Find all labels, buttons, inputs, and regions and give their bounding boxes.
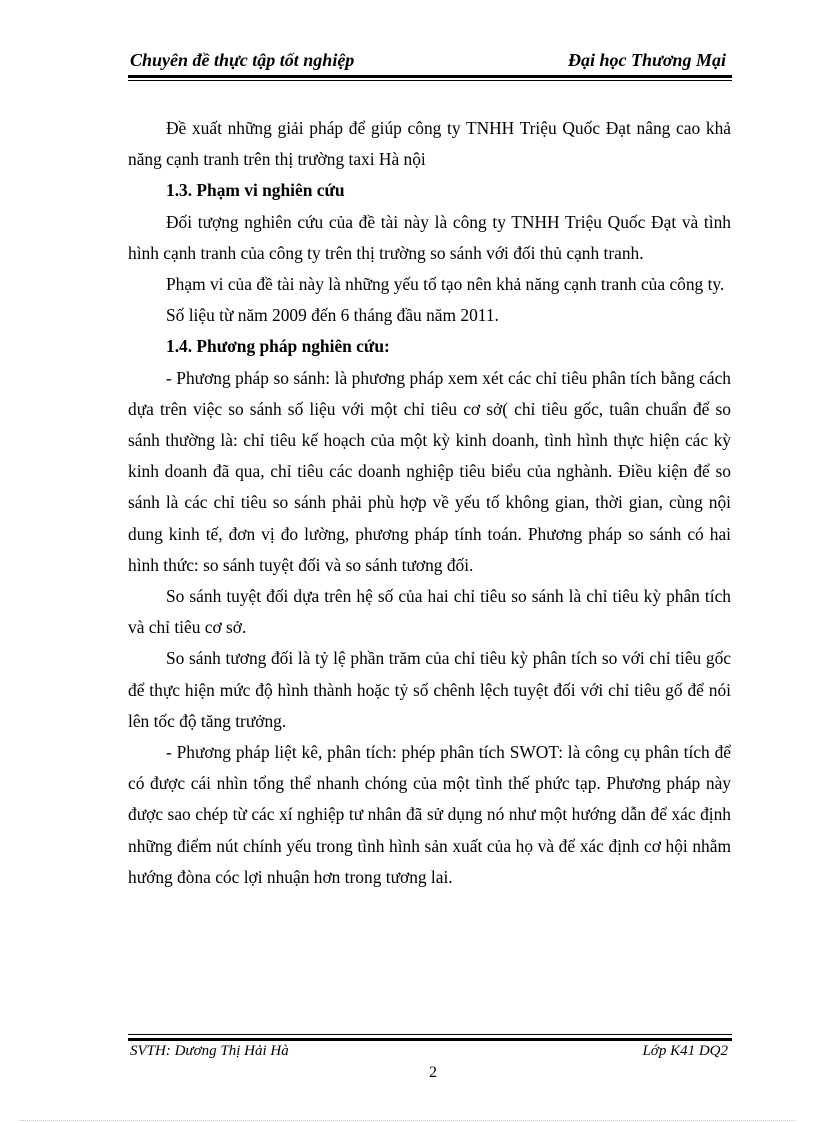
footer-rule-thin [128, 1034, 732, 1035]
header-rule-thin [128, 80, 732, 81]
paragraph: Đối tượng nghiên cứu của đề tài này là công ty TNHH Triệu Quốc Đạt và tình hình cạnh tranh của công ty trên thị trường so sánh với đối thủ cạnh tranh. [128, 211, 731, 263]
section-heading-scope: 1.3. Phạm vi nghiên cứu [166, 180, 345, 201]
paragraph: So sánh tuyệt đối dựa trên hệ số của hai chỉ tiêu so sánh là chỉ tiêu kỳ phân tích và chỉ tiêu cơ sở. [128, 586, 731, 638]
page-footer [128, 1043, 732, 1063]
paragraph: Phạm vi của đề tài này là những yếu tố tạo nên khả năng cạnh tranh của công ty. [166, 274, 725, 295]
paragraph: - Phương pháp liệt kê, phân tích: phép phân tích SWOT: là công cụ phân tích để có được cái nhìn tổng thể nhanh chóng của một tình thế phức tạp. Phương pháp này được sao chép từ các xí nghiệp tư nhân đã sử dụng nó như một hướng dẫn để xác định những điểm nút chính yếu trong tình hình sản xuất của họ và để xác định cơ hội nhằm hướng đòna cóc lợi nhuận hơn trong tương lai. [128, 742, 731, 887]
paragraph: - Phương pháp so sánh: là phương pháp xem xét các chỉ tiêu phân tích bằng cách dựa trên việc so sánh số liệu với một chỉ tiêu cơ sở( chỉ tiêu gốc, tuân chuẩn để so sánh thường là: chỉ tiêu kế hoạch của một kỳ kinh doanh, tình hình thực hiện các kỳ kinh doanh đã qua, chỉ tiêu các doanh nghiệp tiêu biểu của nghành. Điều kiện để so sánh là các chỉ tiêu so sánh phải phù hợp về yếu tố không gian, thời gian, cùng nội dung kinh tế, đơn vị đo lường, phương pháp tính toán. Phương pháp so sánh có hai hình thức: so sánh tuyệt đối và so sánh tương đối. [128, 367, 731, 575]
page-number: 2 [429, 1064, 437, 1081]
footer-author: SVTH: Dương Thị Hải Hà [130, 1043, 289, 1059]
header-title-left: Chuyên đề thực tập tốt nghiệp [130, 50, 355, 70]
page-bottom-dotted-line [20, 1120, 796, 1121]
paragraph: Số liệu từ năm 2009 đến 6 tháng đầu năm 2011. [166, 305, 499, 326]
document-body [128, 113, 731, 893]
header-title-right: Đại học Thương Mại [568, 50, 726, 70]
header-rule-thick [128, 75, 732, 78]
paragraph: So sánh tương đối là tỷ lệ phần trăm của chỉ tiêu kỳ phân tích so với chỉ tiêu gốc để thực hiện mức độ hình thành hoặc tỷ số chênh lệch tuyệt đối với chỉ tiêu gố để nói lên tốc độ tăng trưởng. [128, 648, 731, 731]
paragraph: Đề xuất những giải pháp để giúp công ty TNHH Triệu Quốc Đạt nâng cao khả năng cạnh tranh trên thị trường taxi Hà nội [128, 118, 731, 170]
footer-class: Lớp K41 DQ2 [642, 1043, 728, 1059]
page-header [128, 50, 732, 72]
section-heading-method: 1.4. Phương pháp nghiên cứu: [166, 336, 390, 357]
footer-rule-thick [128, 1038, 732, 1041]
